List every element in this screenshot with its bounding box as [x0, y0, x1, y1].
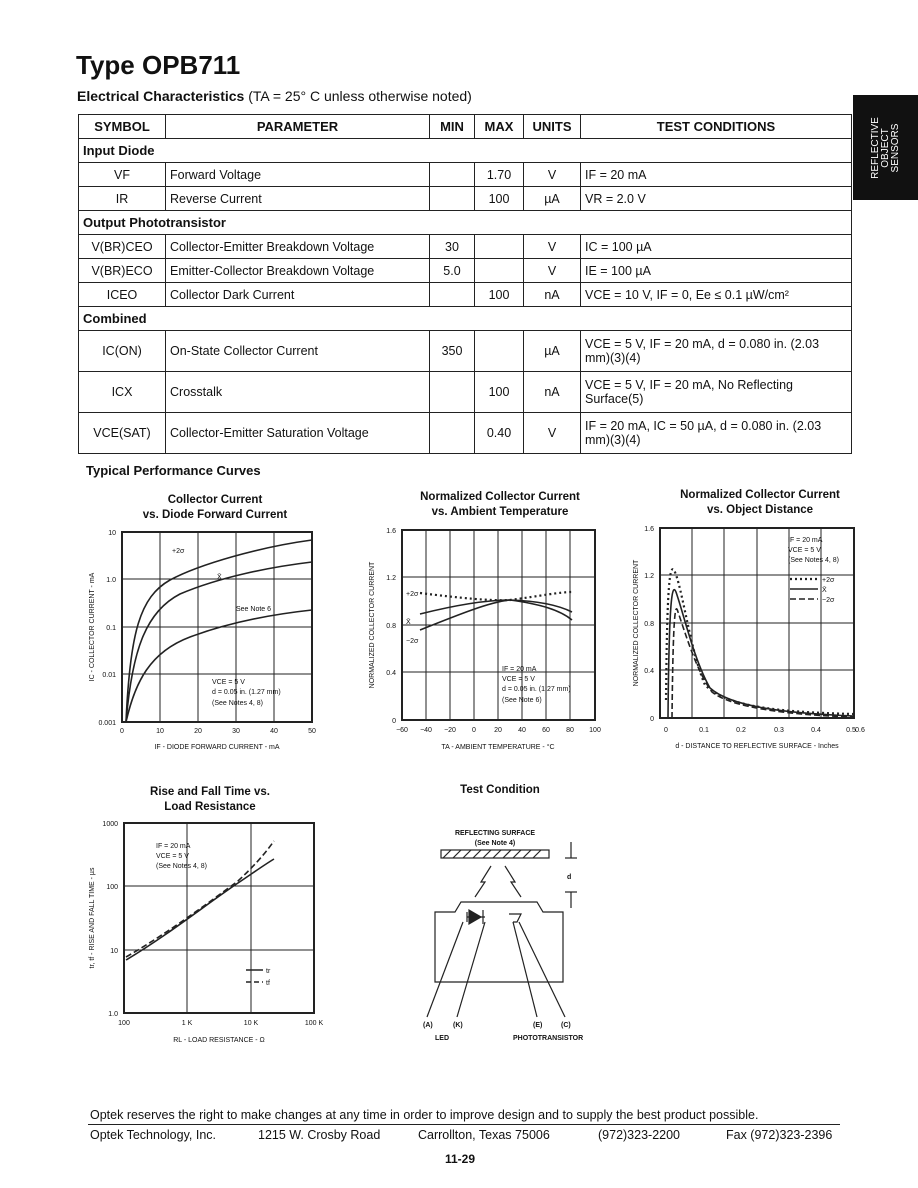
header-test-conditions: TEST CONDITIONS — [581, 115, 852, 139]
cell-parameter: Reverse Current — [166, 187, 430, 211]
graph2-ytick: 0 — [392, 718, 396, 725]
graph1-xtick: 40 — [270, 728, 278, 735]
header-units: UNITS — [524, 115, 581, 139]
graph2-xtick: 0 — [472, 727, 476, 734]
graph1-note: VCE = 5 V — [212, 679, 245, 686]
cell-conditions: IF = 20 mA, IC = 50 µA, d = 0.080 in. (2.03 mm)(3)(4) — [581, 413, 852, 454]
cell-parameter: Collector-Emitter Saturation Voltage — [166, 413, 430, 454]
curves-section-title: Typical Performance Curves — [86, 463, 261, 478]
table-row — [79, 283, 852, 307]
footer-address: 1215 W. Crosby Road — [258, 1128, 381, 1142]
graph3-legend-label: −2σ — [822, 597, 835, 604]
electrical-characteristics-table — [78, 114, 852, 454]
graph3-title-line2: vs. Object Distance — [706, 504, 814, 516]
cell-min: 30 — [430, 235, 475, 259]
graph4-title-line2: Load Resistance — [164, 801, 256, 813]
graph2-xtick: −40 — [420, 727, 432, 734]
graph3-note: IF = 20 mA — [788, 537, 823, 544]
cell-symbol: ICEO — [79, 283, 166, 307]
cell-max: 100 — [475, 283, 524, 307]
graph3-ylabel: NORMALIZED COLLECTOR CURRENT — [633, 559, 640, 687]
cell-units: V — [524, 235, 581, 259]
pin-label: (K) — [453, 1022, 463, 1029]
graph2-label: X̄ — [406, 619, 411, 626]
pin-label: (C) — [561, 1022, 571, 1029]
graph3-xlabel: d - DISTANCE TO REFLECTIVE SURFACE - Inches — [675, 743, 839, 750]
graph3-xtick: 0.3 — [774, 727, 784, 734]
graph2-xtick: 60 — [542, 727, 550, 734]
surface-label: REFLECTING SURFACE — [454, 830, 536, 837]
graph3-ytick: 1.2 — [644, 573, 654, 580]
graph4-ytick: 1000 — [102, 821, 118, 828]
graph2-ytick: 0.8 — [386, 623, 396, 630]
lead-c — [519, 922, 565, 1017]
pin-label: (E) — [533, 1022, 543, 1029]
cell-max: 1.70 — [475, 163, 524, 187]
cell-units: nA — [524, 372, 581, 413]
cell-max: 100 — [475, 372, 524, 413]
table-row — [79, 163, 852, 187]
emission-arrow — [475, 866, 491, 897]
graph4-xtick: 1 K — [181, 1020, 193, 1027]
graph2-title-line2: vs. Ambient Temperature — [431, 506, 569, 518]
lead-e — [513, 922, 537, 1017]
footer-fax: Fax (972)323-2396 — [726, 1128, 833, 1142]
graph2-ytick: 1.2 — [386, 575, 396, 582]
graph2-title — [390, 490, 610, 520]
graph2-ylabel: NORMALIZED COLLECTOR CURRENT — [369, 561, 376, 689]
graph1-note: (See Notes 4, 8) — [212, 700, 263, 707]
graph1-xtick: 10 — [156, 728, 164, 735]
graph2-xtick: 100 — [589, 727, 601, 734]
distance-label: d — [567, 874, 572, 881]
graph4-tr-curve — [126, 859, 274, 960]
header-parameter: PARAMETER — [166, 115, 430, 139]
graph2-note: IF = 20 mA — [502, 666, 537, 673]
footer-phone: (972)323-2200 — [598, 1128, 681, 1142]
table-row — [79, 259, 852, 283]
graph2-ytick: 1.6 — [386, 528, 396, 535]
cell-conditions: VR = 2.0 V — [581, 187, 852, 211]
cell-symbol: VF — [79, 163, 166, 187]
graph3-xtick: 0.4 — [811, 727, 821, 734]
graph4-note: VCE = 5 V — [156, 853, 189, 860]
header-symbol: SYMBOL — [79, 115, 166, 139]
cell-symbol: V(BR)ECO — [79, 259, 166, 283]
cell-min — [430, 372, 475, 413]
graph1-xtick: 0 — [120, 728, 124, 735]
graph2-plus2sigma-curve — [420, 592, 572, 600]
cell-conditions: VCE = 5 V, IF = 20 mA, No Reflecting Surface(5) — [581, 372, 852, 413]
phototransistor-label: PHOTOTRANSISTOR — [513, 1035, 584, 1042]
lead-a — [427, 922, 463, 1017]
cell-symbol: V(BR)CEO — [79, 235, 166, 259]
graph3-xtick: 0 — [664, 727, 668, 734]
cell-max — [475, 331, 524, 372]
cell-conditions: IF = 20 mA — [581, 163, 852, 187]
sensor-housing — [435, 902, 563, 982]
cell-min: 5.0 — [430, 259, 475, 283]
section-title: Combined — [79, 307, 852, 331]
led-label: LED — [435, 1035, 449, 1042]
cell-min — [430, 187, 475, 211]
section-title: Output Phototransistor — [79, 211, 852, 235]
cell-parameter: On-State Collector Current — [166, 331, 430, 372]
graph4-ytick: 1.0 — [108, 1011, 118, 1018]
graph2-title-line1: Normalized Collector Current — [420, 491, 580, 503]
footer-notice: Optek reserves the right to make changes at any time in order to improve design and to supply the best product possible. — [90, 1108, 759, 1122]
graph3-legend-label: +2σ — [822, 577, 835, 584]
graph3-collector-vs-distance — [630, 520, 866, 755]
led-symbol — [469, 910, 481, 924]
cell-conditions: IE = 100 µA — [581, 259, 852, 283]
cell-parameter: Crosstalk — [166, 372, 430, 413]
graph4-note: (See Notes 4, 8) — [156, 863, 207, 870]
cell-parameter: Collector-Emitter Breakdown Voltage — [166, 235, 430, 259]
table-row — [79, 187, 852, 211]
graph2-xlabel: TA - AMBIENT TEMPERATURE - °C — [441, 744, 555, 751]
graph3-title — [650, 488, 870, 518]
cell-parameter: Emitter-Collector Breakdown Voltage — [166, 259, 430, 283]
graph5-title: Test Condition — [460, 784, 540, 796]
cell-min — [430, 413, 475, 454]
cell-units: µA — [524, 187, 581, 211]
cell-min: 350 — [430, 331, 475, 372]
graph4-ylabel: tr, tf - RISE AND FALL TIME - µs — [89, 867, 96, 969]
cell-symbol: VCE(SAT) — [79, 413, 166, 454]
surface-note: (See Note 4) — [474, 840, 516, 847]
cell-min — [430, 163, 475, 187]
table-row — [79, 331, 852, 372]
sidetab-line-1: REFLECTIVE — [869, 116, 881, 179]
section-title: Input Diode — [79, 139, 852, 163]
table-row — [79, 413, 852, 454]
page-title: Type OPB711 — [76, 50, 241, 80]
graph1-title-line2: vs. Diode Forward Current — [142, 509, 288, 521]
graph4-xtick: 100 — [118, 1020, 130, 1027]
cell-max: 0.40 — [475, 413, 524, 454]
graph4-note: IF = 20 mA — [156, 843, 191, 850]
graph2-note: VCE = 5 V — [502, 676, 535, 683]
graph1-ytick: 0.001 — [98, 720, 116, 727]
cell-units: µA — [524, 331, 581, 372]
test-condition-diagram — [405, 822, 605, 1047]
section-subtitle — [77, 88, 472, 104]
graph1-label: See Note 6 — [236, 606, 272, 613]
graph3-note: VCE = 5 V — [788, 547, 821, 554]
graph4-ytick: 100 — [106, 884, 118, 891]
graph4-rise-fall-time — [78, 815, 328, 1050]
graph4-title-line1: Rise and Fall Time vs. — [150, 786, 270, 798]
graph1-mean-curve — [126, 562, 312, 722]
table-row — [79, 235, 852, 259]
reflection-arrow — [505, 866, 521, 897]
graph3-title-line1: Normalized Collector Current — [680, 489, 840, 501]
table-row — [79, 372, 852, 413]
graph2-xtick: −60 — [396, 727, 408, 734]
graph4-xlabel: RL - LOAD RESISTANCE - Ω — [173, 1037, 265, 1044]
section-row — [79, 139, 852, 163]
graph1-ytick: 1.0 — [106, 577, 116, 584]
graph1-title-line1: Collector Current — [167, 494, 263, 506]
footer-company: Optek Technology, Inc. — [90, 1128, 217, 1142]
graph3-ytick: 0.8 — [644, 621, 654, 628]
graph1-ytick: 0.01 — [102, 672, 116, 679]
graph3-note: (See Notes 4, 8) — [788, 557, 839, 564]
cell-units: V — [524, 413, 581, 454]
graph1-note: d = 0.05 in. (1.27 mm) — [212, 689, 281, 696]
header-min: MIN — [430, 115, 475, 139]
graph2-collector-vs-temperature — [360, 522, 610, 757]
graph2-xtick: −20 — [444, 727, 456, 734]
header-max: MAX — [475, 115, 524, 139]
graph3-xtick: 0.5 — [846, 727, 856, 734]
graph1-xtick: 50 — [308, 728, 316, 735]
cell-min — [430, 283, 475, 307]
graph2-xtick: 20 — [494, 727, 502, 734]
cell-max — [475, 259, 524, 283]
cell-max — [475, 235, 524, 259]
footer-divider — [88, 1124, 840, 1125]
cell-conditions: VCE = 5 V, IF = 20 mA, d = 0.080 in. (2.03 mm)(3)(4) — [581, 331, 852, 372]
graph4-title — [115, 785, 305, 815]
section-row — [79, 307, 852, 331]
cell-units: nA — [524, 283, 581, 307]
pin-label: (A) — [423, 1022, 433, 1029]
graph3-ytick: 0.4 — [644, 668, 654, 675]
graph1-ytick: 0.1 — [106, 625, 116, 632]
graph2-note: d = 0.05 in. (1.27 mm) — [502, 686, 571, 693]
sidetab-line-3: SENSORS — [889, 123, 901, 172]
graph4-legend-label: tf — [266, 980, 270, 987]
graph2-label: +2σ — [406, 591, 419, 598]
graph3-ytick: 1.6 — [644, 526, 654, 533]
cell-max: 100 — [475, 187, 524, 211]
footer-city: Carrollton, Texas 75006 — [418, 1128, 550, 1142]
graph3-mean-curve — [668, 590, 854, 718]
graph1-xtick: 20 — [194, 728, 202, 735]
category-tab — [853, 95, 918, 200]
cell-conditions: VCE = 10 V, IF = 0, Ee ≤ 0.1 µW/cm² — [581, 283, 852, 307]
graph2-label: −2σ — [406, 638, 419, 645]
graph1-collector-vs-forward-current — [80, 522, 330, 757]
phototransistor-symbol — [509, 914, 521, 922]
graph1-xtick: 30 — [232, 728, 240, 735]
graph2-xtick: 40 — [518, 727, 526, 734]
graph1-label: X̄ — [217, 574, 222, 581]
graph3-ytick: 0 — [650, 716, 654, 723]
page-number: 11-29 — [445, 1152, 476, 1166]
graph1-label: +2σ — [172, 548, 185, 555]
graph2-ytick: 0.4 — [386, 670, 396, 677]
graph3-xtick: 0.1 — [699, 727, 709, 734]
lead-k — [457, 922, 485, 1017]
graph4-xtick: 10 K — [243, 1020, 259, 1027]
cell-symbol: ICX — [79, 372, 166, 413]
graph1-ytick: 10 — [108, 530, 116, 537]
cell-parameter: Collector Dark Current — [166, 283, 430, 307]
cell-units: V — [524, 259, 581, 283]
subtitle-main: Electrical Characteristics — [77, 88, 245, 104]
graph2-xtick: 80 — [566, 727, 574, 734]
graph3-xtick: 0.2 — [736, 727, 746, 734]
sidetab-line-2: OBJECT — [879, 127, 891, 168]
table-header-row — [79, 115, 852, 139]
graph3-xtick: 0.6 — [855, 727, 865, 734]
graph1-xlabel: IF - DIODE FORWARD CURRENT - mA — [154, 744, 280, 751]
cell-conditions: IC = 100 µA — [581, 235, 852, 259]
graph4-xtick: 100 K — [304, 1020, 324, 1027]
cell-symbol: IR — [79, 187, 166, 211]
graph3-legend-label: X̄ — [822, 587, 827, 594]
graph4-ytick: 10 — [110, 948, 118, 955]
cell-symbol: IC(ON) — [79, 331, 166, 372]
graph1-title — [120, 493, 310, 523]
graph2-note: (See Note 6) — [502, 697, 542, 704]
section-row — [79, 211, 852, 235]
cell-units: V — [524, 163, 581, 187]
cell-parameter: Forward Voltage — [166, 163, 430, 187]
graph4-legend-label: tr — [266, 968, 271, 975]
subtitle-conditions: (TA = 25° C unless otherwise noted) — [248, 88, 472, 104]
graph1-ylabel: IC - COLLECTOR CURRENT - mA — [89, 572, 96, 682]
graph4-tf-curve — [126, 841, 274, 957]
